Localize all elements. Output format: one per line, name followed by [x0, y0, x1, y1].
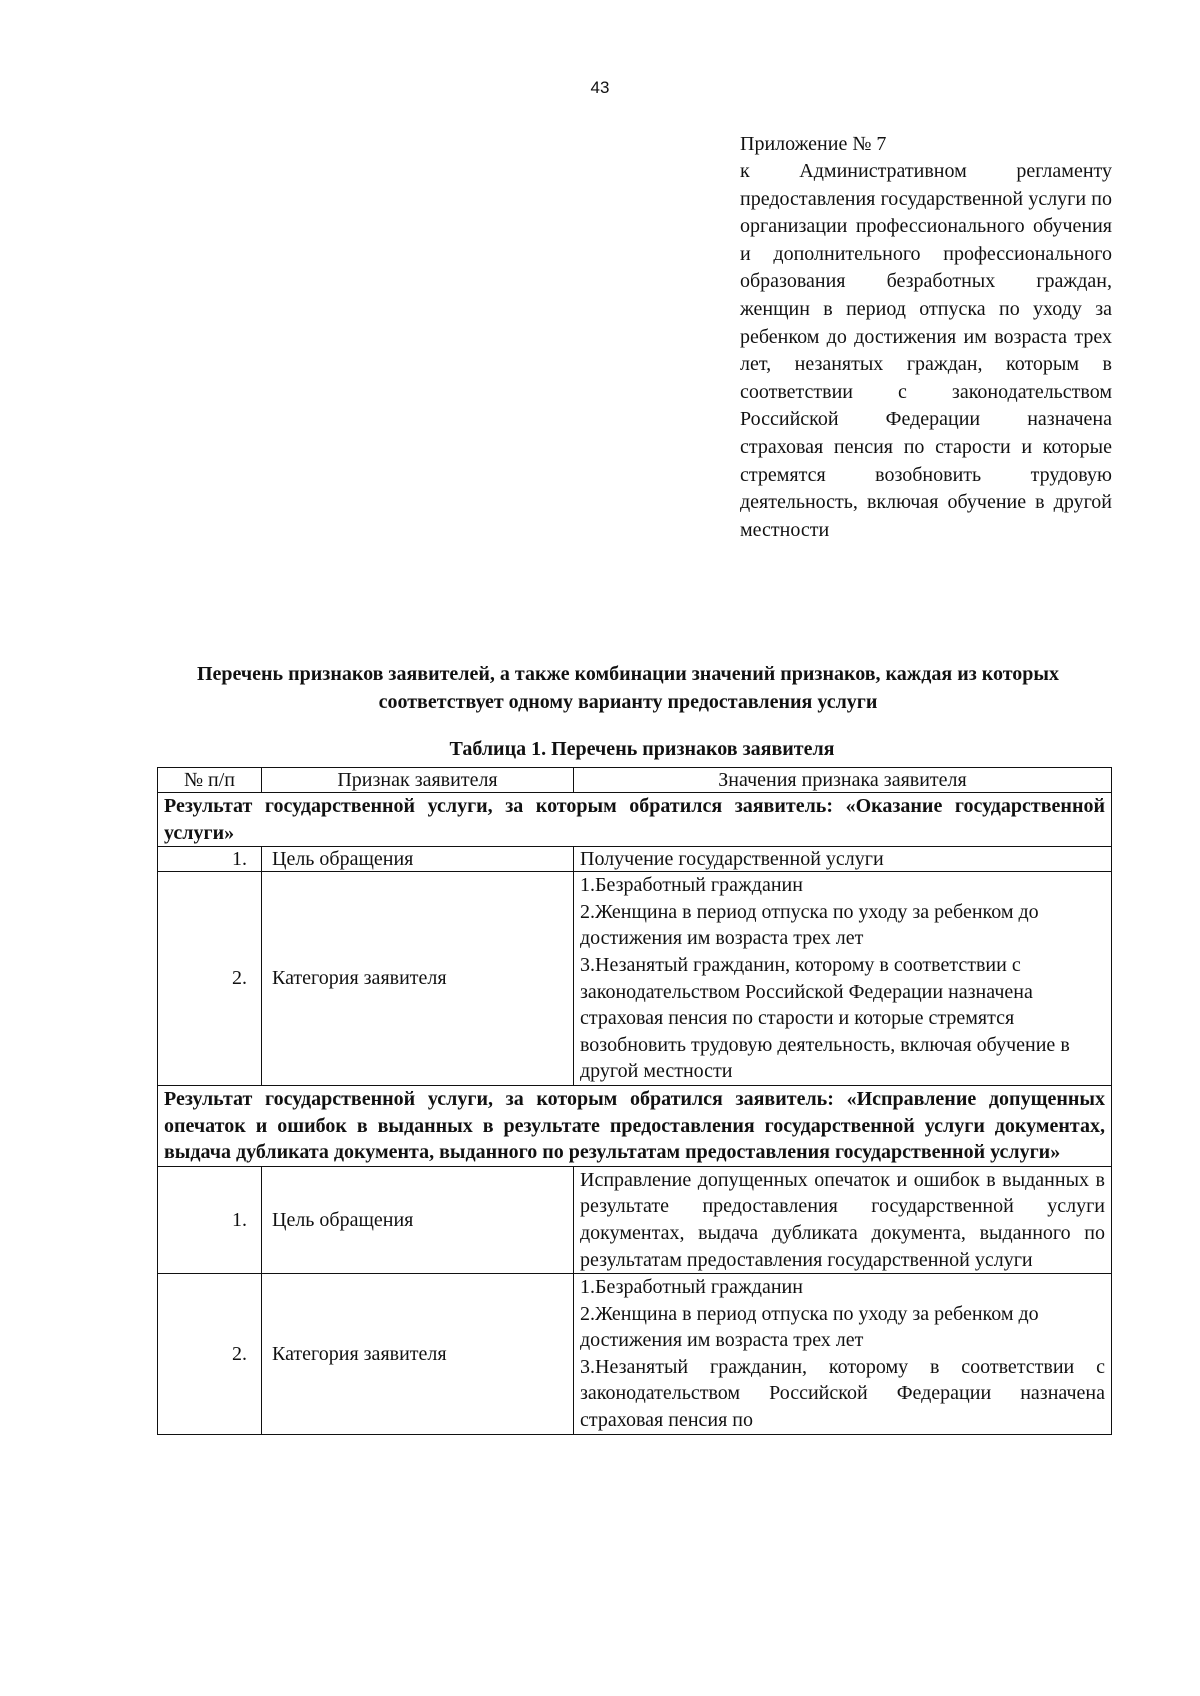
table-row [158, 1274, 1112, 1435]
section-row [158, 793, 1112, 847]
value-item: 2.Женщина в период отпуска по уходу за ребенком до достижения им возраста трех лет [580, 1302, 1039, 1352]
table-caption: Таблица 1. Перечень признаков заявителя [449, 738, 835, 760]
appendix-block [740, 130, 1112, 544]
row-sign: Категория заявителя [262, 1274, 574, 1435]
section-row [158, 1085, 1112, 1166]
row-sign: Цель обращения [262, 847, 574, 872]
appendix-title: Приложение № 7 [740, 133, 887, 155]
section-title: Результат государственной услуги, за которым обратился заявитель: «Исправление допущенных опечаток и ошибок в выданных в результате предоставления государственной услуги документах, выдача дубликата документа, выданного по результатам предоставления государственной услуги» [158, 1085, 1112, 1166]
value-item: 3.Незанятый гражданин, которому в соответствии с законодательством Российской Федерации назначена страховая пенсия по [580, 1355, 1105, 1432]
row-number: 1. [158, 847, 262, 872]
value-item: 1.Безработный гражданин [580, 1276, 803, 1299]
row-number: 2. [158, 872, 262, 1086]
table-row [158, 847, 1112, 872]
document-heading: Перечень признаков заявителей, а также комбинации значений признаков, каждая из которых соответствует одному варианту предоставления услуги [196, 663, 1060, 713]
section-title: Результат государственной услуги, за которым обратился заявитель: «Оказание государственной услуги» [158, 793, 1112, 847]
table-header-row [158, 768, 1112, 793]
row-number: 1. [158, 1166, 262, 1273]
row-sign: Категория заявителя [262, 872, 574, 1086]
header-sign: Признак заявителя [262, 768, 574, 793]
value-item: 2.Женщина в период отпуска по уходу за ребенком до достижения им возраста трех лет [580, 900, 1039, 950]
table-row [158, 872, 1112, 1086]
row-values [574, 872, 1112, 1086]
value-item: 3.Незанятый гражданин, которому в соответствии с законодательством Российской Федерации назначена страховая пенсия по старости и которые стремятся возобновить трудовую деятельность, включая обучение в другой местности [580, 953, 1070, 1083]
applicant-signs-table [157, 767, 1112, 1435]
appendix-text: к Административном регламенту предоставления государственной услуги по организации профессионального обучения и дополнительного профессионального образования безработных граждан, женщин в период отпуска по уходу за ребенком до достижения им возраста трех лет, незанятых граждан, которым в соответствии с законодательством Российской Федерации назначена страховая пенсия по старости и которые стремятся возобновить трудовую деятельность, включая обучение в другой местности [740, 160, 1112, 541]
row-value: Исправление допущенных опечаток и ошибок в выданных в результате предоставления государственной услуги документах, выдача дубликата документа, выданного по результатам предоставления государственной услуги [574, 1166, 1112, 1273]
row-number: 2. [158, 1274, 262, 1435]
header-number: № п/п [158, 768, 262, 793]
value-item: 1.Безработный гражданин [580, 874, 803, 897]
row-value: Получение государственной услуги [574, 847, 1112, 872]
page-number: 43 [590, 78, 610, 97]
row-sign: Цель обращения [262, 1166, 574, 1273]
header-values: Значения признака заявителя [574, 768, 1112, 793]
row-values [574, 1274, 1112, 1435]
table-row [158, 1166, 1112, 1273]
